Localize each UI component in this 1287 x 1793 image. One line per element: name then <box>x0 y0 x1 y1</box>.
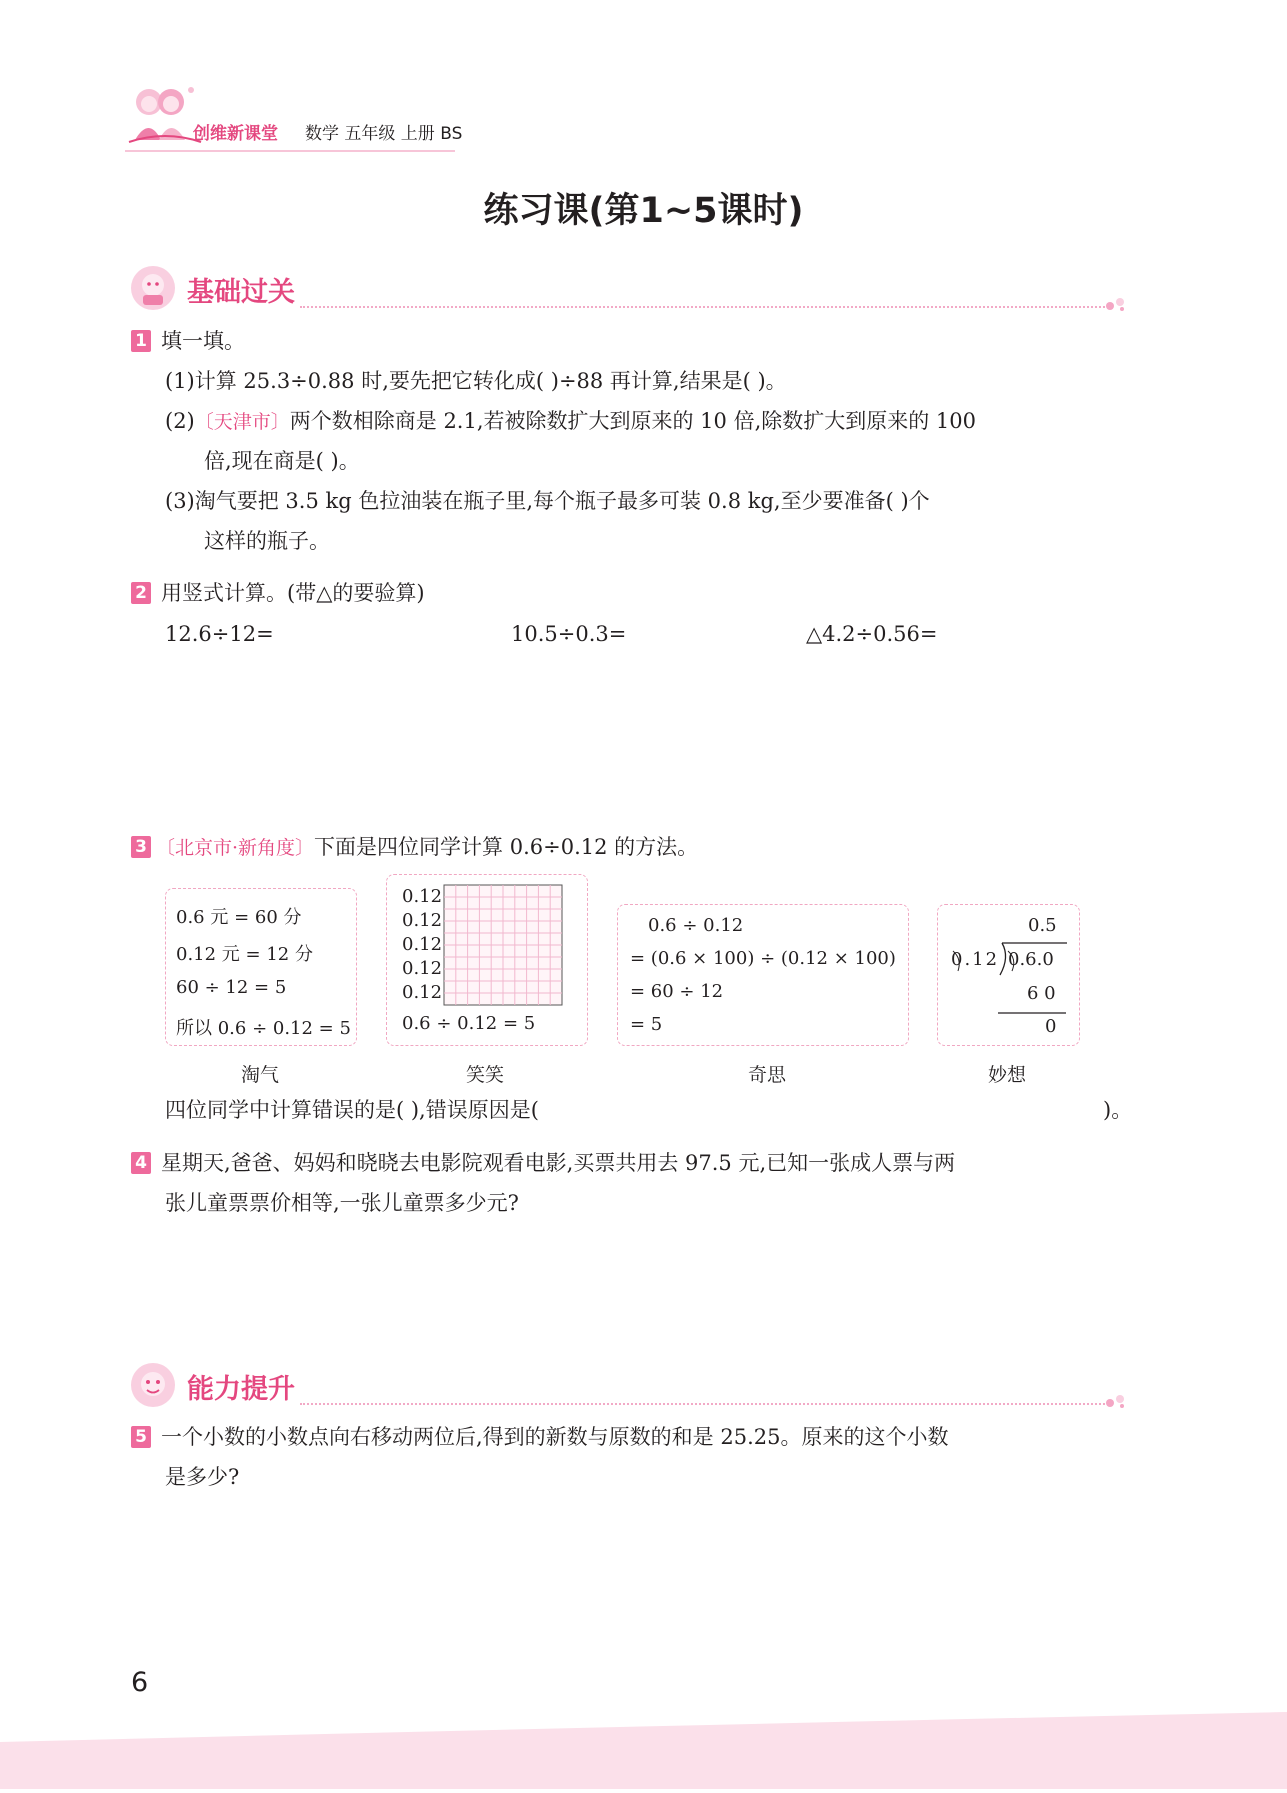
advanced-section-icon <box>130 1362 176 1408</box>
caption-miaoxiang: 妙想 <box>987 1064 1026 1086</box>
caption-xiaoxiao: 笑笑 <box>465 1064 504 1086</box>
q5-line-1: 一个小数的小数点向右移动两位后,得到的新数与原数的和是 25.25。原来的这个小数 <box>161 1425 949 1449</box>
long-division-remainder: 0 <box>1045 1016 1057 1037</box>
method-box-qisi <box>617 904 909 1046</box>
question-badge-1: 1 <box>131 330 151 352</box>
grid-label: 0.12 <box>402 982 443 1003</box>
q1-part-2-prefix: (2) <box>165 409 195 433</box>
grid-label: 0.12 <box>402 910 443 931</box>
taoqi-line-1: 0.6 元 = 60 分 <box>176 907 302 928</box>
question-badge-4: 4 <box>131 1152 151 1174</box>
taoqi-line-2: 0.12 元 = 12 分 <box>176 944 313 965</box>
basic-section-icon <box>130 265 176 311</box>
q1-part-2-continued: 倍,现在商是( )。 <box>204 449 360 473</box>
xiaoxiao-result: 0.6 ÷ 0.12 = 5 <box>402 1013 536 1034</box>
grid-label: 0.12 <box>402 934 443 955</box>
hundred-grid <box>443 884 563 1006</box>
taoqi-line-3: 60 ÷ 12 = 5 <box>176 977 287 998</box>
grid-label: 0.12 <box>402 958 443 979</box>
footer-decoration <box>0 1712 1287 1789</box>
question-badge-5: 5 <box>131 1426 151 1448</box>
method-box-xiaoxiao <box>386 874 588 1046</box>
q4-line-2: 张儿童票票价相等,一张儿童票多少元? <box>165 1191 519 1215</box>
section-basic-rule <box>300 306 1105 308</box>
method-box-taoqi <box>165 888 357 1046</box>
long-division-product: 6 0 <box>1027 983 1056 1004</box>
q2-expression-3: △4.2÷0.56= <box>806 622 938 646</box>
dots-decoration <box>1105 1393 1129 1407</box>
page-title: 练习课(第1~5课时) <box>483 191 804 231</box>
q3-question: 四位同学中计算错误的是( ),错误原因是( <box>165 1098 539 1122</box>
long-division-dividend: 0.6.0 <box>1008 949 1054 970</box>
q1-part-2-text: 两个数相除商是 2.1,若被除数扩大到原来的 10 倍,除数扩大到原来的 100 <box>289 409 977 433</box>
header-divider <box>125 150 455 152</box>
question-badge-3: 3 <box>131 836 151 858</box>
section-advanced-title: 能力提升 <box>187 1374 295 1405</box>
q1-part-3-continued: 这样的瓶子。 <box>204 529 330 553</box>
q3-title: 下面是四位同学计算 0.6÷0.12 的方法。 <box>314 835 699 859</box>
q1-part-2 <box>165 406 976 437</box>
q5-line-2: 是多少? <box>165 1465 240 1489</box>
grid-label: 0.12 <box>402 886 443 907</box>
long-division-divisor: 0.12 <box>951 949 1000 970</box>
source-tag-tianjin: 〔天津市〕 <box>194 411 290 433</box>
q2-expression-2: 10.5÷0.3= <box>511 622 627 646</box>
page-number: 6 <box>131 1667 149 1698</box>
long-division-bracket <box>938 905 1079 1045</box>
q1-part-1: (1)计算 25.3÷0.88 时,要先把它转化成( )÷88 再计算,结果是( )。 <box>165 369 787 393</box>
q3-question-end: )。 <box>1103 1098 1133 1122</box>
question-badge-2: 2 <box>131 582 151 604</box>
method-box-miaoxiang <box>937 904 1080 1046</box>
q2-expression-1: 12.6÷12= <box>165 622 274 646</box>
qisi-line-4: = 5 <box>630 1014 663 1035</box>
qisi-line-3: = 60 ÷ 12 <box>630 981 724 1002</box>
qisi-line-1: 0.6 ÷ 0.12 <box>648 915 744 936</box>
taoqi-line-4: 所以 0.6 ÷ 0.12 = 5 <box>176 1018 351 1039</box>
caption-qisi: 奇思 <box>747 1064 786 1086</box>
section-basic-title: 基础过关 <box>187 277 295 308</box>
section-advanced-rule <box>300 1403 1105 1405</box>
caption-taoqi: 淘气 <box>240 1064 279 1086</box>
long-division-quotient: 0.5 <box>1028 915 1057 936</box>
brand-name: 创维新课堂 <box>193 124 278 144</box>
source-tag-beijing: 〔北京市·新角度〕 <box>156 837 315 859</box>
book-subject: 数学 五年级 上册 BS <box>305 124 463 144</box>
q1-part-3: (3)淘气要把 3.5 kg 色拉油装在瓶子里,每个瓶子最多可装 0.8 kg,至少要准备( )个 <box>165 489 930 513</box>
dots-decoration <box>1105 296 1129 310</box>
q2-title: 用竖式计算。(带△的要验算) <box>161 581 425 605</box>
q1-title: 填一填。 <box>161 329 245 353</box>
q4-line-1: 星期天,爸爸、妈妈和晓晓去电影院观看电影,买票共用去 97.5 元,已知一张成人票与两 <box>161 1151 956 1175</box>
qisi-line-2: = (0.6 × 100) ÷ (0.12 × 100) <box>630 948 896 969</box>
q3-title-line <box>156 832 698 863</box>
